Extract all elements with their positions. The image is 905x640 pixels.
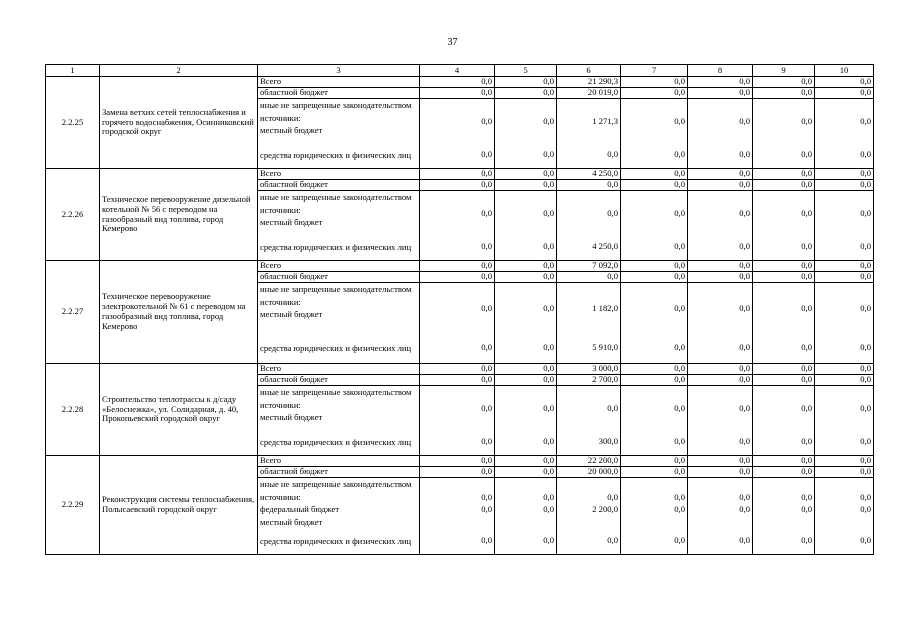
table-row	[46, 169, 874, 180]
cell-value: 1 182,0	[592, 302, 618, 313]
cell-value: 0,0	[753, 143, 815, 169]
cell-value: 0,0	[739, 491, 750, 502]
cell-value: 0,0	[495, 364, 557, 375]
budget-table	[45, 64, 874, 555]
cell-value: 0,0	[495, 180, 557, 191]
project-name: Техническое перевооружение электрокотельной № 61 с переводом на газообразный вид топлива, город Кемерово	[100, 261, 258, 364]
cell-value-group	[753, 283, 815, 333]
cell-value: 0,0	[688, 430, 753, 456]
cell-value-group	[420, 283, 495, 333]
cell-value: 22 200,0	[557, 456, 621, 467]
cell-value: 0,0	[557, 272, 621, 283]
row-label-regional: областной бюджет	[258, 272, 420, 283]
row-label-legal-entities: средства юридических и физических лиц	[258, 430, 420, 456]
cell-value-group	[688, 478, 753, 529]
cell-value-group	[557, 191, 621, 235]
cell-value: 0,0	[753, 169, 815, 180]
cell-value: 0,0	[753, 261, 815, 272]
cell-value: 0,0	[688, 375, 753, 386]
cell-value: 0,0	[674, 491, 685, 502]
cell-value: 0,0	[688, 261, 753, 272]
cell-value: 1 271,3	[592, 115, 618, 126]
row-label-legal-entities: средства юридических и физических лиц	[258, 333, 420, 364]
cell-value: 7 092,0	[557, 261, 621, 272]
row-label-total: Всего	[258, 456, 420, 467]
cell-value-group	[557, 283, 621, 333]
cell-value: 0,0	[557, 528, 621, 554]
cell-value: 0,0	[688, 88, 753, 99]
cell-value: 0,0	[420, 430, 495, 456]
cell-value: 0,0	[688, 169, 753, 180]
cell-value: 0,0	[543, 115, 554, 126]
cell-value: 0,0	[420, 180, 495, 191]
cell-value-group	[420, 478, 495, 529]
project-code: 2.2.28	[46, 364, 100, 456]
cell-value: 0,0	[420, 272, 495, 283]
cell-value: 0,0	[753, 375, 815, 386]
column-header: 7	[621, 65, 688, 77]
column-header: 10	[815, 65, 874, 77]
row-label-other	[258, 386, 420, 430]
cell-value: 0,0	[607, 207, 618, 218]
cell-value-group	[621, 99, 688, 143]
cell-value: 0,0	[481, 402, 492, 413]
cell-value: 0,0	[481, 115, 492, 126]
row-label-regional: областной бюджет	[258, 88, 420, 99]
cell-value-group	[753, 191, 815, 235]
table-row	[46, 364, 874, 375]
cell-value: 0,0	[739, 504, 750, 514]
column-header: 6	[557, 65, 621, 77]
sub-label: местный бюджет	[260, 412, 323, 422]
cell-value: 0,0	[815, 467, 874, 478]
cell-value: 0,0	[481, 302, 492, 313]
cell-value: 0,0	[621, 467, 688, 478]
sub-label: местный бюджет	[260, 309, 323, 319]
cell-value: 0,0	[420, 77, 495, 88]
cell-value: 0,0	[621, 169, 688, 180]
cell-value-group	[815, 478, 874, 529]
cell-value: 0,0	[495, 333, 557, 364]
cell-value-group	[495, 99, 557, 143]
page-number: 37	[447, 37, 458, 48]
table-body	[46, 65, 874, 555]
row-label-total: Всего	[258, 77, 420, 88]
column-header: 5	[495, 65, 557, 77]
row-label-legal-entities: средства юридических и физических лиц	[258, 143, 420, 169]
cell-value-group	[420, 99, 495, 143]
cell-value-group	[621, 478, 688, 529]
cell-value: 4 250,0	[557, 169, 621, 180]
cell-value: 0,0	[801, 207, 812, 218]
cell-value: 0,0	[621, 272, 688, 283]
project-code: 2.2.27	[46, 261, 100, 364]
cell-value: 0,0	[688, 77, 753, 88]
cell-value: 0,0	[688, 364, 753, 375]
project-code: 2.2.29	[46, 456, 100, 555]
cell-value-group	[753, 478, 815, 529]
cell-value: 0,0	[495, 467, 557, 478]
cell-value: 0,0	[420, 333, 495, 364]
cell-value: 0,0	[753, 456, 815, 467]
cell-value: 0,0	[753, 528, 815, 554]
cell-value: 0,0	[739, 207, 750, 218]
column-header: 8	[688, 65, 753, 77]
cell-value: 0,0	[815, 77, 874, 88]
cell-value: 0,0	[621, 261, 688, 272]
cell-value: 0,0	[420, 364, 495, 375]
cell-value: 0,0	[557, 143, 621, 169]
other-sources-label: иные не запрещенные законодательством источники:	[260, 284, 412, 307]
row-label-regional: областной бюджет	[258, 467, 420, 478]
cell-value: 0,0	[860, 302, 871, 313]
cell-value: 0,0	[860, 115, 871, 126]
cell-value: 0,0	[688, 180, 753, 191]
cell-value: 0,0	[815, 88, 874, 99]
cell-value: 0,0	[801, 491, 812, 502]
cell-value: 0,0	[621, 143, 688, 169]
cell-value: 0,0	[495, 272, 557, 283]
row-label-regional: областной бюджет	[258, 375, 420, 386]
table-row	[46, 261, 874, 272]
cell-value: 0,0	[674, 302, 685, 313]
cell-value: 0,0	[860, 491, 871, 502]
cell-value: 0,0	[495, 77, 557, 88]
cell-value: 0,0	[815, 333, 874, 364]
cell-value: 0,0	[674, 115, 685, 126]
cell-value: 0,0	[607, 402, 618, 413]
cell-value: 2 700,0	[557, 375, 621, 386]
cell-value: 300,0	[557, 430, 621, 456]
cell-value: 0,0	[674, 207, 685, 218]
cell-value: 0,0	[753, 180, 815, 191]
cell-value: 0,0	[420, 143, 495, 169]
row-label-other	[258, 99, 420, 143]
table-row	[46, 456, 874, 467]
cell-value: 0,0	[739, 115, 750, 126]
cell-value-group	[815, 99, 874, 143]
row-label-other	[258, 191, 420, 235]
project-name: Строительство теплотрассы к д/саду «Белоснежка», ул. Солидарная, д. 40, Прокопьевский городской округ	[100, 364, 258, 456]
cell-value: 0,0	[688, 333, 753, 364]
cell-value: 0,0	[739, 402, 750, 413]
header-row	[46, 65, 874, 77]
cell-value: 0,0	[621, 364, 688, 375]
cell-value: 0,0	[621, 180, 688, 191]
cell-value-group	[495, 191, 557, 235]
cell-value: 0,0	[481, 207, 492, 218]
cell-value: 0,0	[815, 143, 874, 169]
cell-value-group	[557, 99, 621, 143]
cell-value: 0,0	[688, 467, 753, 478]
cell-value: 0,0	[621, 456, 688, 467]
cell-value: 0,0	[495, 430, 557, 456]
cell-value: 0,0	[688, 272, 753, 283]
sub-label: федеральный бюджет	[260, 504, 340, 514]
cell-value: 0,0	[543, 491, 554, 502]
cell-value: 0,0	[420, 261, 495, 272]
cell-value: 0,0	[753, 77, 815, 88]
cell-value-group	[495, 283, 557, 333]
cell-value: 0,0	[621, 375, 688, 386]
row-label-regional: областной бюджет	[258, 180, 420, 191]
cell-value: 0,0	[481, 504, 492, 514]
cell-value: 0,0	[495, 528, 557, 554]
project-name: Замена ветхих сетей теплоснабжения и горячего водоснабжения, Осинниковский городской округ	[100, 77, 258, 169]
cell-value: 0,0	[753, 272, 815, 283]
cell-value: 0,0	[801, 402, 812, 413]
table-row	[46, 77, 874, 88]
cell-value: 0,0	[543, 302, 554, 313]
cell-value: 0,0	[495, 143, 557, 169]
cell-value: 0,0	[753, 88, 815, 99]
cell-value: 0,0	[815, 180, 874, 191]
cell-value: 0,0	[543, 207, 554, 218]
sub-label: местный бюджет	[260, 125, 323, 135]
cell-value: 0,0	[860, 207, 871, 218]
cell-value: 0,0	[495, 456, 557, 467]
cell-value-group	[621, 386, 688, 430]
cell-value: 0,0	[753, 467, 815, 478]
cell-value: 5 910,0	[557, 333, 621, 364]
cell-value: 0,0	[420, 235, 495, 261]
cell-value-group	[688, 386, 753, 430]
cell-value-group	[688, 283, 753, 333]
cell-value: 0,0	[420, 88, 495, 99]
cell-value-group	[621, 283, 688, 333]
cell-value: 0,0	[420, 528, 495, 554]
cell-value-group	[557, 386, 621, 430]
column-header: 9	[753, 65, 815, 77]
other-sources-label: иные не запрещенные законодательством источники:	[260, 100, 412, 123]
row-label-total: Всего	[258, 169, 420, 180]
cell-value: 0,0	[420, 169, 495, 180]
cell-value: 0,0	[674, 402, 685, 413]
cell-value: 2 200,0	[592, 504, 618, 514]
cell-value: 0,0	[753, 235, 815, 261]
cell-value-group	[688, 99, 753, 143]
cell-value-group	[753, 386, 815, 430]
cell-value: 0,0	[815, 430, 874, 456]
cell-value-group	[621, 191, 688, 235]
cell-value: 0,0	[621, 528, 688, 554]
cell-value: 0,0	[688, 235, 753, 261]
cell-value: 0,0	[860, 402, 871, 413]
column-header: 3	[258, 65, 420, 77]
cell-value: 0,0	[420, 456, 495, 467]
other-sources-label: иные не запрещенные законодательством источники:	[260, 387, 412, 410]
cell-value: 21 290,3	[557, 77, 621, 88]
project-code: 2.2.25	[46, 77, 100, 169]
other-sources-label: иные не запрещенные законодательством источники:	[260, 192, 412, 215]
cell-value: 0,0	[815, 235, 874, 261]
column-header: 2	[100, 65, 258, 77]
cell-value-group	[495, 478, 557, 529]
cell-value-group	[420, 386, 495, 430]
row-label-legal-entities: средства юридических и физических лиц	[258, 235, 420, 261]
cell-value: 0,0	[481, 491, 492, 502]
cell-value: 0,0	[420, 467, 495, 478]
cell-value: 0,0	[495, 88, 557, 99]
cell-value: 0,0	[621, 430, 688, 456]
row-label-other	[258, 478, 420, 529]
cell-value: 0,0	[860, 504, 871, 514]
cell-value: 0,0	[815, 272, 874, 283]
cell-value: 0,0	[815, 364, 874, 375]
cell-value: 0,0	[815, 375, 874, 386]
cell-value-group	[815, 191, 874, 235]
cell-value: 0,0	[801, 504, 812, 514]
row-label-total: Всего	[258, 364, 420, 375]
cell-value: 0,0	[621, 333, 688, 364]
cell-value: 0,0	[543, 402, 554, 413]
cell-value-group	[495, 386, 557, 430]
cell-value: 0,0	[557, 180, 621, 191]
cell-value: 20 000,0	[557, 467, 621, 478]
cell-value: 0,0	[801, 302, 812, 313]
row-label-other	[258, 283, 420, 333]
cell-value-group	[420, 191, 495, 235]
cell-value: 0,0	[815, 528, 874, 554]
row-label-legal-entities: средства юридических и физических лиц	[258, 528, 420, 554]
cell-value: 0,0	[688, 143, 753, 169]
cell-value: 20 019,0	[557, 88, 621, 99]
cell-value: 0,0	[688, 456, 753, 467]
cell-value: 0,0	[815, 169, 874, 180]
project-name: Реконструкция системы теплоснабжения, Полысаевский городской округ	[100, 456, 258, 555]
cell-value-group	[815, 386, 874, 430]
cell-value: 0,0	[815, 261, 874, 272]
cell-value: 0,0	[621, 77, 688, 88]
row-label-total: Всего	[258, 261, 420, 272]
cell-value-group	[557, 478, 621, 529]
project-name: Техническое перевооружение дизельной котельной № 56 с переводом на газообразный вид топлива, город Кемерово	[100, 169, 258, 261]
project-code: 2.2.26	[46, 169, 100, 261]
cell-value: 0,0	[753, 333, 815, 364]
cell-value: 0,0	[543, 504, 554, 514]
cell-value: 0,0	[607, 491, 618, 502]
column-header: 1	[46, 65, 100, 77]
column-header: 4	[420, 65, 495, 77]
other-sources-label: иные не запрещенные законодательством источники:	[260, 479, 412, 502]
cell-value-group	[688, 191, 753, 235]
cell-value: 0,0	[621, 88, 688, 99]
cell-value: 0,0	[495, 169, 557, 180]
cell-value: 0,0	[753, 364, 815, 375]
sub-label: местный бюджет	[260, 217, 323, 227]
cell-value-group	[753, 99, 815, 143]
cell-value: 0,0	[495, 235, 557, 261]
cell-value: 0,0	[495, 261, 557, 272]
cell-value: 0,0	[815, 456, 874, 467]
sub-label: местный бюджет	[260, 516, 323, 527]
cell-value: 0,0	[688, 528, 753, 554]
cell-value: 0,0	[739, 302, 750, 313]
cell-value: 3 000,0	[557, 364, 621, 375]
cell-value: 0,0	[621, 235, 688, 261]
cell-value: 0,0	[495, 375, 557, 386]
cell-value: 0,0	[674, 504, 685, 514]
cell-value: 0,0	[420, 375, 495, 386]
cell-value: 0,0	[753, 430, 815, 456]
cell-value: 0,0	[801, 115, 812, 126]
cell-value: 4 250,0	[557, 235, 621, 261]
cell-value-group	[815, 283, 874, 333]
